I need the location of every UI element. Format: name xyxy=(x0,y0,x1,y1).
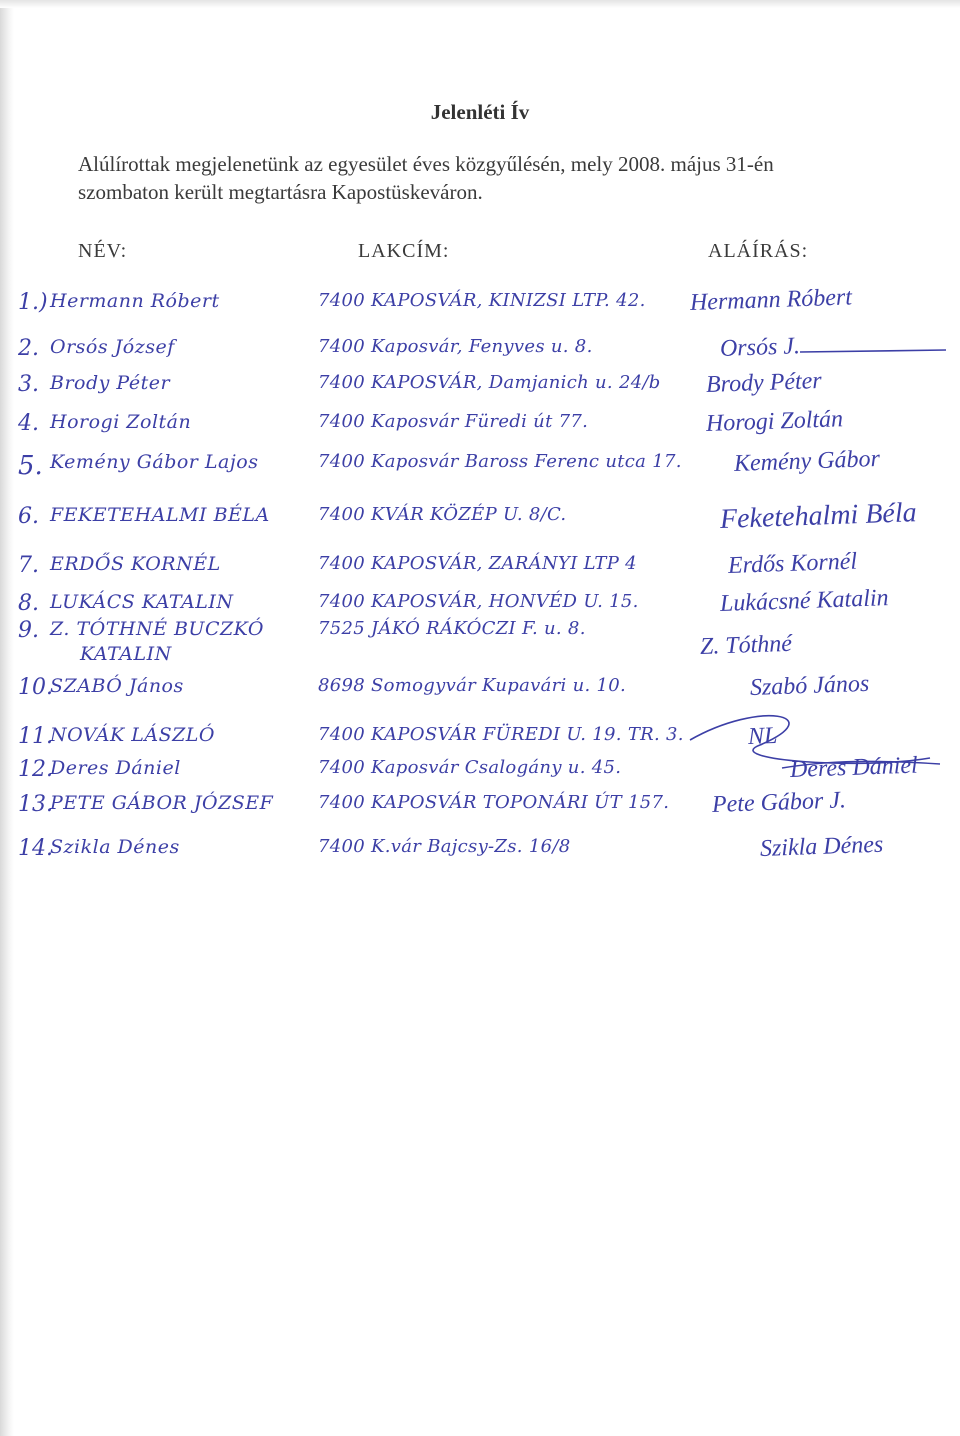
entry-signature: Hermann Róbert xyxy=(689,284,853,316)
entry-address: 7400 KAPOSVÁR FÜREDI U. 19. TR. 3. xyxy=(318,724,684,745)
entry-address: 7400 Kaposvár Csalogány u. 45. xyxy=(318,757,622,778)
entry-address: 8698 Somogyvár Kupavári u. 10. xyxy=(318,675,627,696)
entry-number: 13. xyxy=(18,792,53,817)
signature-loop-stroke xyxy=(690,716,930,764)
entry-name: Z. TÓTHNÉ BUCZKÓ xyxy=(50,618,264,640)
entry-address: 7525 JÁKÓ RÁKÓCZI F. u. 8. xyxy=(318,618,586,639)
entry-number: 5. xyxy=(18,451,43,481)
entry-address: 7400 Kaposvár Baross Ferenc utca 17. xyxy=(318,451,682,472)
entry-signature: Lukácsné Katalin xyxy=(719,585,889,617)
column-header-address: LAKCÍM: xyxy=(358,240,450,262)
entry-name: FEKETEHALMI BÉLA xyxy=(50,504,270,526)
entry-number: 2. xyxy=(18,336,39,361)
entry-signature: Erdős Kornél xyxy=(727,548,858,579)
entry-signature: Horogi Zoltán xyxy=(705,406,844,437)
entry-signature: Feketehalmi Béla xyxy=(719,497,918,535)
entry-number: 12. xyxy=(18,757,53,782)
entry-signature: Deres Dániel xyxy=(789,752,919,783)
entry-address: 7400 KVÁR KÖZÉP U. 8/C. xyxy=(318,504,567,525)
entry-name-line-2: KATALIN xyxy=(80,643,172,665)
entry-address: 7400 KAPOSVÁR TOPONÁRI ÚT 157. xyxy=(318,792,670,813)
document-title: Jelenléti Ív xyxy=(430,100,530,124)
entry-number: 10. xyxy=(18,675,53,700)
column-header-signature: ALÁÍRÁS: xyxy=(708,240,809,262)
entry-number: 11. xyxy=(18,724,53,749)
entry-name: SZABÓ János xyxy=(50,675,184,697)
entry-signature: Szikla Dénes xyxy=(759,831,884,862)
entry-number: 7. xyxy=(18,553,39,578)
entry-signature: Orsós J. xyxy=(719,333,801,362)
entry-name: Hermann Róbert xyxy=(50,290,220,312)
entry-signature: Kemény Gábor xyxy=(733,445,881,477)
entry-address: 7400 K.vár Bajcsy-Zs. 16/8 xyxy=(318,836,571,857)
entry-signature: Szabó János xyxy=(749,670,870,701)
entry-signature: Z. Tóthné xyxy=(699,630,793,660)
entry-address: 7400 Kaposvár, Fenyves u. 8. xyxy=(318,336,593,357)
intro-line-1: Alúlírottak megjelenetünk az egyesület éves közgyűlésén, mely 2008. május 31-én xyxy=(78,152,774,176)
entry-signature: Brody Péter xyxy=(705,367,823,398)
intro-line-2: szombaton került megtartásra Kapostüskeváron. xyxy=(78,180,483,204)
entry-name: PETE GÁBOR JÓZSEF xyxy=(50,792,274,814)
entry-signature: Pete Gábor J. xyxy=(711,787,847,818)
entry-name: Deres Dániel xyxy=(50,757,181,779)
entry-number: 4. xyxy=(18,411,39,436)
entry-name: LUKÁCS KATALIN xyxy=(50,591,234,613)
entry-number: 1.) xyxy=(18,290,48,315)
entry-number: 9. xyxy=(18,618,39,643)
entry-number: 6. xyxy=(18,504,39,529)
entry-name: ERDŐS KORNÉL xyxy=(50,553,221,575)
entry-number: 14. xyxy=(18,836,53,861)
entry-name: Szikla Dénes xyxy=(50,836,180,858)
entry-name: Orsós József xyxy=(50,336,175,358)
entry-name: Brody Péter xyxy=(50,372,171,394)
entry-number: 8. xyxy=(18,591,39,616)
signature-underline-stroke xyxy=(800,350,946,352)
entry-signature: NL xyxy=(747,722,778,750)
entry-number: 3. xyxy=(18,372,39,397)
entry-address: 7400 Kaposvár Füredi út 77. xyxy=(318,411,589,432)
entry-name: Kemény Gábor Lajos xyxy=(50,451,259,473)
column-header-name: NÉV: xyxy=(78,240,128,262)
entry-name: NOVÁK LÁSZLÓ xyxy=(50,724,216,746)
entry-address: 7400 KAPOSVÁR, ZARÁNYI LTP 4 xyxy=(318,553,637,574)
entry-address: 7400 KAPOSVÁR, KINIZSI LTP. 42. xyxy=(318,290,646,311)
entry-address: 7400 KAPOSVÁR, HONVÉD U. 15. xyxy=(318,591,639,612)
entry-address: 7400 KAPOSVÁR, Damjanich u. 24/b xyxy=(318,372,661,393)
entry-name: Horogi Zoltán xyxy=(50,411,192,433)
